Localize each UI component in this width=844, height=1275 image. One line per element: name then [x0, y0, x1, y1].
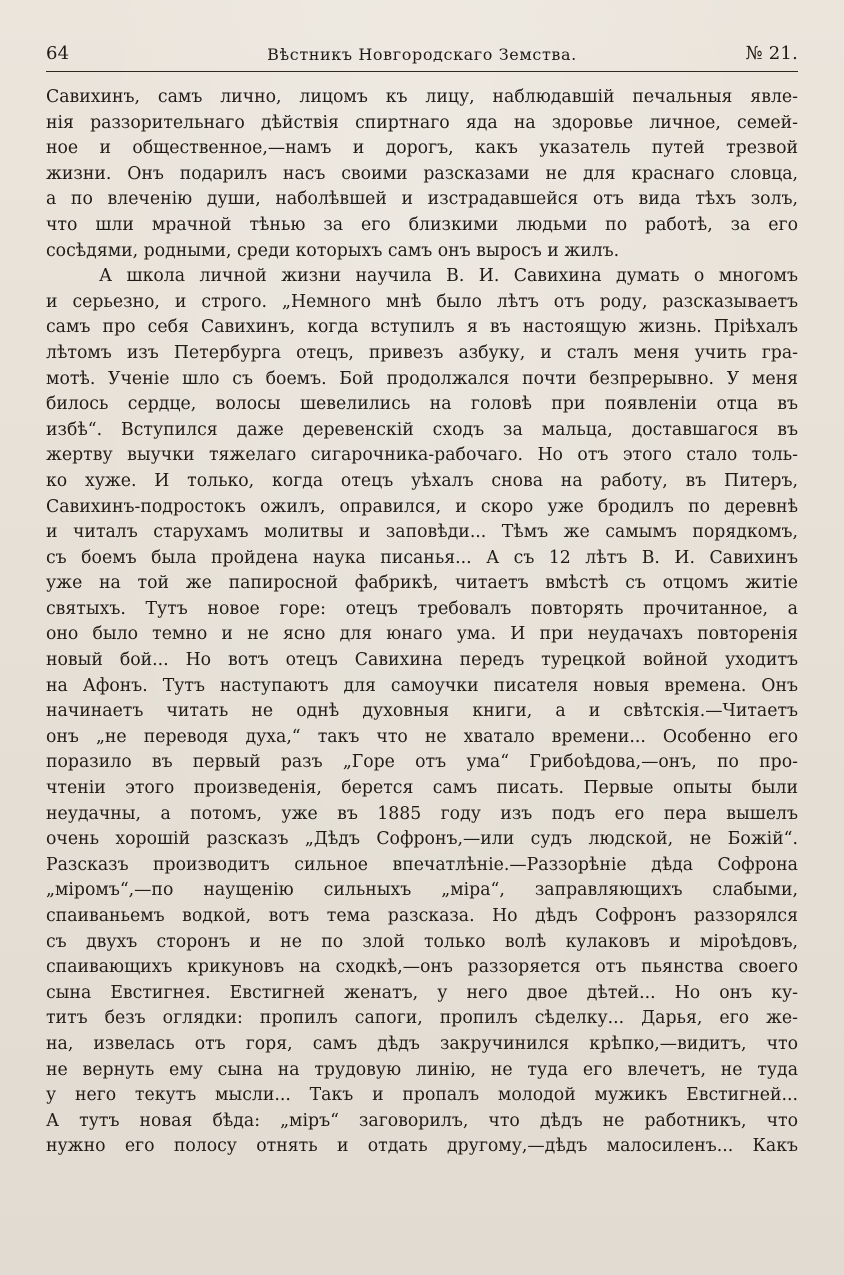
text-line: спаиваньемъ водкой, вотъ тема разсказа. Но дѣдъ Софронъ раззорялся: [46, 906, 798, 926]
text-line: начинаетъ читать не однѣ духовныя книги, а и свѣтскія.—Читаетъ: [46, 701, 798, 722]
text-line: оно было темно и не ясно для юнаго ума. И при неудачахъ повторенія: [46, 624, 798, 645]
text-line: неудачны, а потомъ, уже въ 1885 году изъ подъ его пера вышелъ: [46, 803, 798, 824]
text-line: очень хорошій разсказъ „Дѣдъ Софронъ,—или судъ людской, не Божій“.: [46, 829, 798, 850]
text-line: А школа личной жизни научила В. И. Савихина думать о многомъ: [99, 266, 798, 287]
text-line: нужно его полосу отнять и отдать другому,—дѣдъ малосиленъ... Какъ: [46, 1136, 798, 1157]
header-rule: [46, 71, 798, 72]
text-line: съ боемъ была пройдена наука писанья... А съ 12 лѣтъ В. И. Савихинъ: [46, 547, 798, 568]
text-line: поразило въ первый разъ „Горе отъ ума“ Грибоѣдова,—онъ, по про-: [46, 752, 798, 773]
text-line: билось сердце, волосы шевелились на головѣ при появленіи отца въ: [46, 394, 798, 415]
text-line: самъ про себя Савихинъ, когда вступилъ я въ настоящую жизнь. Пріѣхалъ: [46, 317, 798, 338]
text-line: мотѣ. Ученіе шло съ боемъ. Бой продолжался почти безпрерывно. У меня: [46, 368, 798, 389]
text-line: нія раззорительнаго дѣйствія спиртнаго яда на здоровье личное, семей-: [46, 112, 798, 133]
text-line: „міромъ“,—по наущенію сильныхъ „міра“, заправляющихъ слабыми,: [46, 880, 798, 901]
text-line: у него текутъ мысли... Такъ и пропалъ молодой мужикъ Евстигней...: [46, 1085, 798, 1106]
text-line: Савихинъ, самъ лично, лицомъ къ лицу, наблюдавшій печальныя явле-: [46, 87, 798, 107]
text-line: А тутъ новая бѣда: „міръ“ заговорилъ, что дѣдъ не работникъ, что: [46, 1110, 798, 1131]
text-line: съ двухъ сторонъ и не по злой только волѣ кулаковъ и міроѣдовъ,: [46, 931, 798, 952]
text-line: Савихинъ-подростокъ ожилъ, оправился, и скоро уже бродилъ по деревнѣ: [46, 496, 798, 517]
text-line: ное и общественное,—намъ и дорогъ, какъ указатель путей трезвой: [46, 138, 798, 159]
text-line: Разсказъ производитъ сильное впечатлѣніе.—Раззорѣніе дѣда Софрона: [46, 854, 798, 875]
text-line: и читалъ старухамъ молитвы и заповѣди... Тѣмъ же самымъ порядкомъ,: [46, 522, 798, 543]
text-line: сына Евстигнея. Евстигней женатъ, у него двое дѣтей... Но онъ ку-: [46, 982, 798, 1003]
running-header: [46, 34, 798, 64]
text-line: на Афонъ. Тутъ наступаютъ для самоучки писателя новыя времена. Онъ: [46, 675, 798, 696]
page-number: 64: [46, 43, 70, 64]
text-line: на, извелась отъ горя, самъ дѣдъ закручинился крѣпко,—видитъ, что: [46, 1033, 798, 1054]
text-line: а по влеченію души, наболѣвшей и изстрадавшейся отъ вида тѣхъ золъ,: [46, 189, 798, 210]
text-line: титъ безъ оглядки: пропилъ сапоги, пропилъ сѣделку... Дарья, его же-: [46, 1008, 798, 1029]
text-line: лѣтомъ изъ Петербурга отецъ, привезъ азбуку, и сталъ меня учить гра-: [46, 342, 798, 363]
text-line: ко хуже. И только, когда отецъ уѣхалъ снова на работу, въ Питеръ,: [46, 470, 798, 491]
text-line: что шли мрачной тѣнью за его близкими людьми по работѣ, за его: [46, 214, 798, 235]
text-line: святыхъ. Тутъ новое горе: отецъ требовалъ повторять прочитанное, а: [46, 598, 798, 619]
text-line: сосѣдями, родными, среди которыхъ самъ онъ выросъ и жилъ.: [46, 240, 620, 261]
issue-number: № 21.: [745, 43, 798, 64]
text-line: уже на той же папиросной фабрикѣ, читаетъ вмѣстѣ съ отцомъ житіе: [46, 573, 798, 594]
text-line: онъ „не переводя духа,“ такъ что не хватало времени... Особенно его: [46, 726, 798, 747]
text-line: жизни. Онъ подарилъ насъ своими разсказами не для краснаго словца,: [46, 163, 798, 184]
article-body: [46, 85, 798, 1160]
text-line: новый бой... Но вотъ отецъ Савихина передъ турецкой войной уходитъ: [46, 650, 798, 671]
journal-title: Вѣстникъ Новгородскаго Земства.: [267, 45, 577, 64]
text-line: не вернуть ему сына на трудовую линію, не туда его влечетъ, не туда: [46, 1059, 798, 1080]
text-line: жертву выучки тяжелаго сигарочника-рабочаго. Но отъ этого стало толь-: [46, 445, 798, 466]
text-line: и серьезно, и строго. „Немного мнѣ было лѣтъ отъ роду, разсказываетъ: [46, 291, 798, 312]
text-line: чтеніи этого произведенія, берется самъ писать. Первые опыты были: [46, 778, 798, 799]
text-line: спаивающихъ крикуновъ на сходкѣ,—онъ раззоряется отъ пьянства своего: [46, 957, 798, 978]
text-line: избѣ“. Вступился даже деревенскій сходъ за мальца, доставшагося въ: [46, 419, 798, 440]
